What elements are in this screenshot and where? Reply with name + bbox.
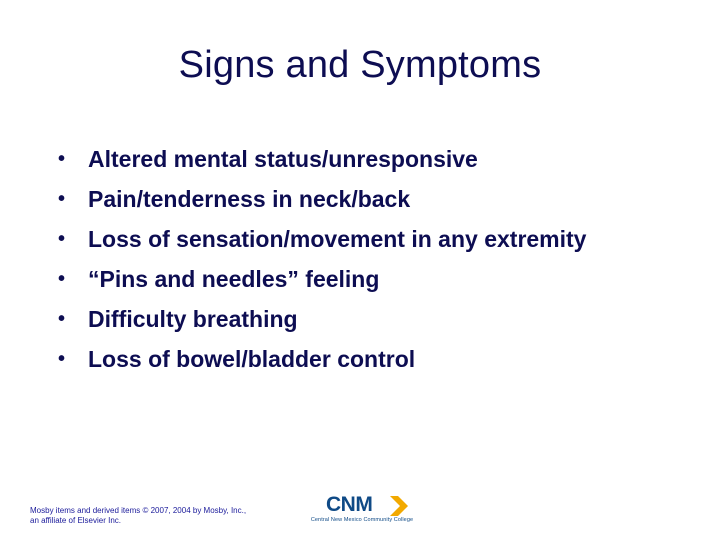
bullet-item [58,264,658,294]
bullet-text: Altered mental status/unresponsive [88,146,478,172]
bullet-icon [58,144,65,174]
bullet-icon [58,224,65,254]
bullet-icon [58,344,65,374]
slide-title: Signs and Symptoms [178,44,542,86]
cnm-logo [296,494,428,526]
bullet-icon [58,304,65,334]
bullet-icon [58,184,65,214]
bullet-text: Loss of sensation/movement in any extremity [88,226,587,252]
bullet-item [58,144,658,174]
bullet-text: Loss of bowel/bladder control [88,346,416,372]
bullet-text: “Pins and needles” feeling [88,266,380,292]
copyright-line: Mosby items and derived items © 2007, 2004 by Mosby, Inc., [30,506,247,515]
chevron-arrow-icon [390,496,408,516]
logo-wordmark: CNM [326,493,373,516]
bullet-text: Difficulty breathing [88,306,298,332]
bullet-item [58,304,658,334]
bullet-item [58,224,658,254]
bullet-icon [58,264,65,294]
bullet-list [58,144,658,384]
copyright-line: an affiliate of Elsevier Inc. [30,516,122,525]
logo-subtitle: Central New Mexico Community College [310,517,414,523]
bullet-item [58,184,658,214]
bullet-text: Pain/tenderness in neck/back [88,186,411,212]
bullet-item [58,344,658,374]
copyright-notice [30,506,270,526]
